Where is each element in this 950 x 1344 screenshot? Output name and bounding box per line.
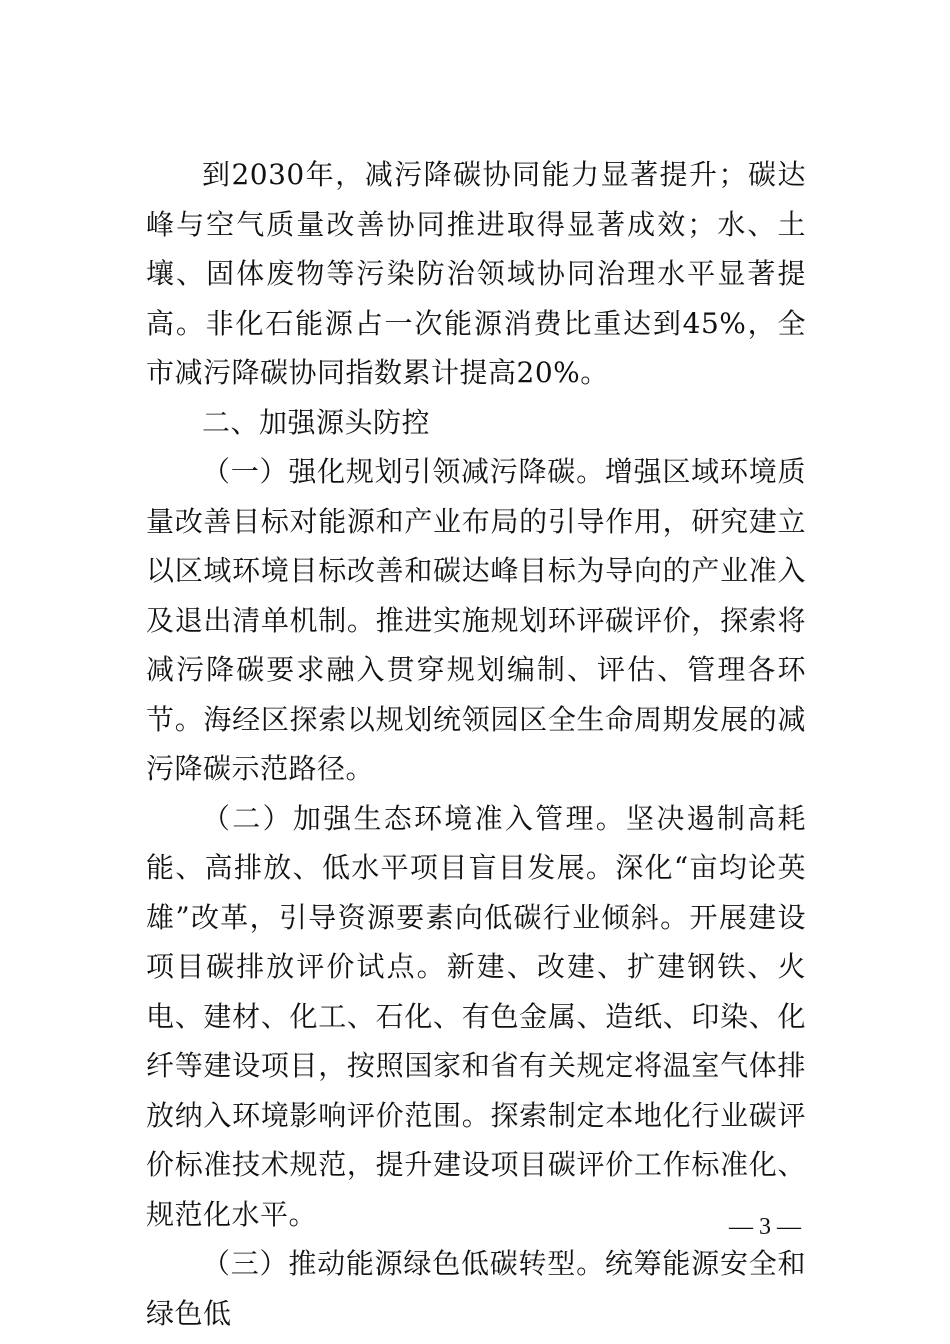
- paragraph-eco-access-management: （二）加强生态环境准入管理。坚决遏制高耗能、高排放、低水平项目盲目发展。深化“亩均论英雄”改革，引导资源要素向低碳行业倾斜。开展建设项目碳排放评价试点。新建、改建、扩建钢铁、火电、建材、化工、石化、有色金属、造纸、印染、化纤等建设项目，按照国家和省有关规定将温室气体排放纳入环境影响评价范围。探索制定本地化行业碳评价标准技术规范，提升建设项目碳评价工作标准化、规范化水平。: [146, 801, 806, 1231]
- page-number: — 3 —: [729, 1214, 801, 1240]
- section-heading-source-control: 二、加强源头防控: [202, 405, 431, 439]
- paragraph-energy-transition: （三）推动能源绿色低碳转型。统筹能源安全和绿色低: [146, 1247, 806, 1330]
- paragraph-2030-goals: 到2030年，减污降碳协同能力显著提升；碳达峰与空气质量改善协同推进取得显著成效；水、土壤、固体废物等污染防治领域协同治理水平显著提高。非化石能源占一次能源消费比重达到45%，全市减污降碳协同指数累计提高20%。: [146, 158, 806, 389]
- document-body: [146, 150, 806, 1338]
- paragraph-planning-guidance: （一）强化规划引领减污降碳。增强区域环境质量改善目标对能源和产业布局的引导作用，研究建立以区域环境目标改善和碳达峰目标为导向的产业准入及退出清单机制。推进实施规划环评碳评价，探索将减污降碳要求融入贯穿规划编制、评估、管理各环节。海经区探索以规划统领园区全生命周期发展的减污降碳示范路径。: [146, 455, 806, 785]
